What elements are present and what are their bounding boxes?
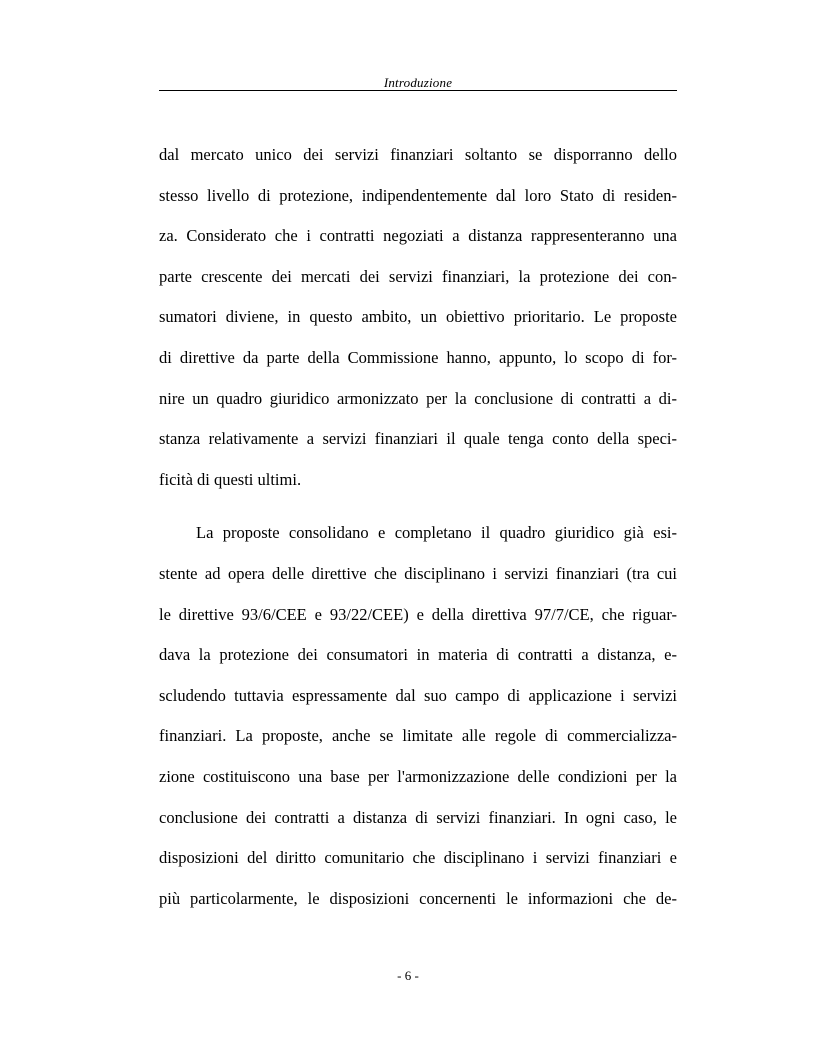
text-line: parte crescente dei mercati dei servizi finanziari, la protezione dei con- [159, 266, 677, 286]
text-line: scludendo tuttavia espressamente dal suo campo di applicazione i servizi [159, 685, 677, 705]
paragraph-2 [159, 519, 677, 925]
text-line: sumatori diviene, in questo ambito, un obiettivo prioritario. Le proposte [159, 307, 677, 327]
text-line: conclusione dei contratti a distanza di servizi finanziari. In ogni caso, le [159, 807, 677, 827]
text-line: nire un quadro giuridico armonizzato per la conclusione di contratti a di- [159, 388, 677, 408]
text-line: La proposte consolidano e completano il quadro giuridico già esi- [196, 523, 677, 543]
text-line: più particolarmente, le disposizioni concernenti le informazioni che de- [159, 888, 677, 908]
text-line: disposizioni del diritto comunitario che disciplinano i servizi finanziari e [159, 848, 677, 868]
running-header [159, 74, 677, 91]
text-line: finanziari. La proposte, anche se limitate alle regole di commercializza- [159, 726, 677, 746]
text-line: stanza relativamente a servizi finanziari il quale tenga conto della speci- [159, 429, 677, 449]
body-text [159, 141, 677, 925]
text-line: stesso livello di protezione, indipendentemente dal loro Stato di residen- [159, 185, 677, 205]
text-line: dava la protezione dei consumatori in materia di contratti a distanza, e- [159, 645, 677, 665]
text-line: stente ad opera delle direttive che disciplinano i servizi finanziari (tra cui [159, 563, 677, 583]
text-line: ficità di questi ultimi. [159, 469, 302, 489]
text-line: di direttive da parte della Commissione hanno, appunto, lo scopo di for- [159, 347, 677, 367]
text-line: le direttive 93/6/CEE e 93/22/CEE) e della direttiva 97/7/CE, che riguar- [159, 604, 677, 624]
page-number: - 6 - [397, 968, 419, 983]
paragraph-spacer [159, 506, 677, 519]
text-line: za. Considerato che i contratti negoziati a distanza rappresenteranno una [159, 226, 677, 246]
text-line: dal mercato unico dei servizi finanziari soltanto se disporranno dello [159, 145, 677, 164]
header-title: Introduzione [383, 75, 453, 90]
paragraph-1 [159, 141, 677, 506]
text-line: zione costituiscono una base per l'armonizzazione delle condizioni per la [159, 766, 677, 786]
